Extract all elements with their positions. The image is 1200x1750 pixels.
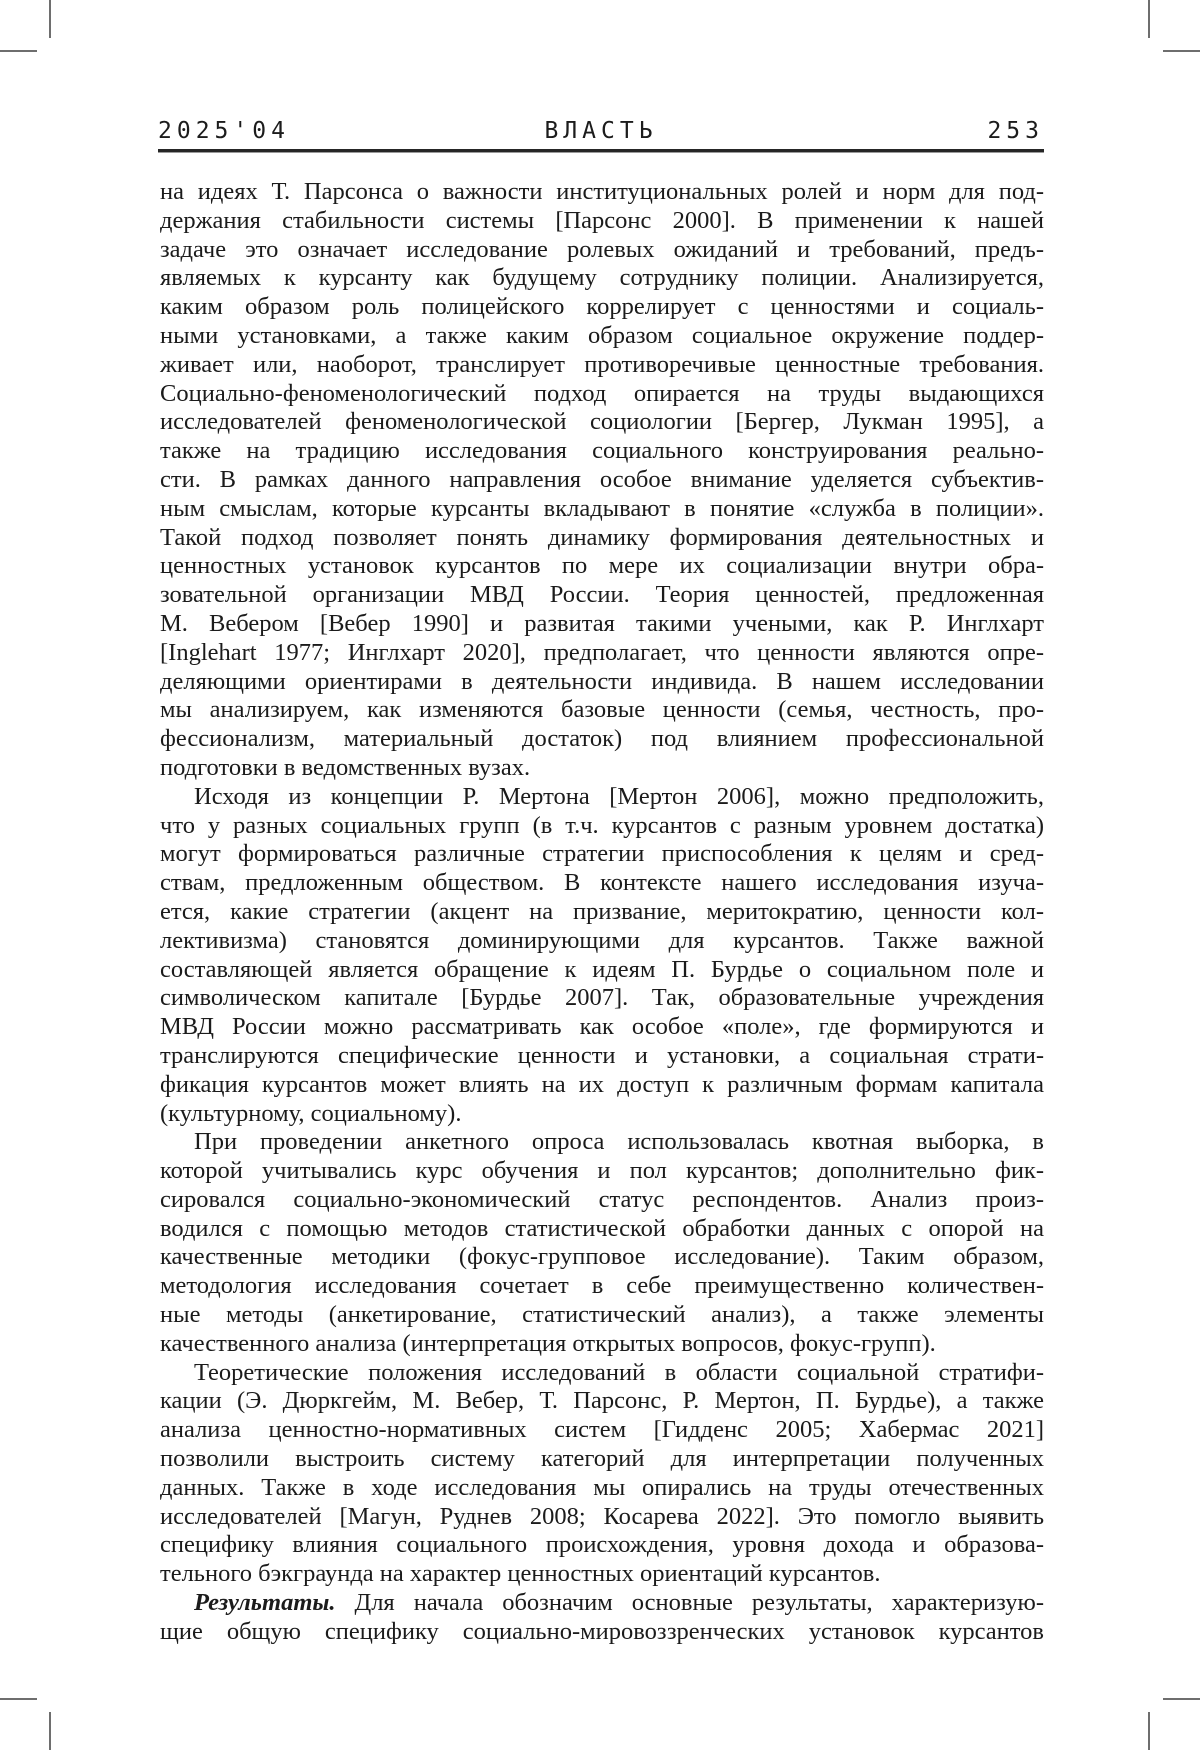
text-line: ствам, предложенным обществом. В контексте нашего исследования изуча- [160,869,1044,897]
crop-mark-top-left-vertical [49,0,51,38]
text-line: М. Вебером [Вебер 1990] и развитая такими учеными, как Р. Инглхарт [160,609,1044,637]
text-line: держания стабильности системы [Парсонс 2000]. В применении к нашей [160,206,1044,234]
results-lead: Результаты. [194,1589,336,1617]
journal-title: ВЛАСТЬ [544,118,658,144]
text-line: анализа ценностно-нормативных систем [Гидденс 2005; Хабермас 2021] [160,1416,1044,1444]
text-line: ется, какие стратегии (акцент на призвание, меритократию, ценности кол- [160,897,1044,925]
text-line: что у разных социальных групп (в т.ч. курсантов с разным уровнем достатка) [160,811,1044,839]
crop-mark-bottom-right-horizontal [1163,1698,1200,1700]
text-line: транслируются специфические ценности и установки, а социальная страти- [160,1041,1044,1069]
text-line: которой учитывались курс обучения и пол курсантов; дополнительно фик- [160,1157,1044,1185]
crop-mark-bottom-left-vertical [49,1712,51,1750]
crop-mark-top-right-vertical [1148,0,1150,38]
text-line: Теоретические положения исследований в области социальной стратифи- [194,1358,1044,1386]
running-head [158,116,1044,144]
text-line: тельного бэкграунда на характер ценностных ориентаций курсантов. [160,1560,881,1588]
crop-mark-bottom-left-horizontal [0,1698,37,1700]
text-line: качественного анализа (интерпретация открытых вопросов, фокус-групп). [160,1329,936,1357]
text-line: исследователей феноменологической социологии [Бергер, Лукман 1995], а [160,408,1044,436]
crop-mark-top-right-horizontal [1163,50,1200,52]
text-line: составляющей является обращение к идеям П. Бурдье о социальном поле и [160,955,1044,983]
text-line: специфику влияния социального происхождения, уровня дохода и образова- [160,1531,1044,1559]
crop-mark-top-left-horizontal [0,50,37,52]
text-line: качественные методики (фокус-групповое исследование). Таким образом, [160,1243,1044,1271]
text-line: являемых к курсанту как будущему сотруднику полиции. Анализируется, [160,264,1044,292]
text-line: также на традицию исследования социального конструирования реально- [160,437,1044,465]
text-line: символическом капитале [Бурдье 2007]. Так, образовательные учреждения [160,984,1044,1012]
text-line: лективизма) становятся доминирующими для курсантов. Также важной [160,926,1044,954]
text-line: Такой подход позволяет понять динамику формирования деятельностных и [160,523,1044,551]
text-line: исследователей [Магун, Руднев 2008; Косарева 2022]. Это помогло выявить [160,1502,1044,1530]
text-line: живает или, наоборот, транслирует противоречивые ценностные требования. [160,350,1044,378]
text-line: сти. В рамках данного направления особое внимание уделяется субъектив- [160,465,1044,493]
text-line: ценностных установок курсантов по мере их социализации внутри обра- [160,552,1044,580]
text-line: деляющими ориентирами в деятельности индивида. В нашем исследовании [160,667,1044,695]
text-line: [Inglehart 1977; Инглхарт 2020], предполагает, что ценности являются опре- [160,638,1044,666]
crop-mark-bottom-right-vertical [1148,1712,1150,1750]
text-line: ным смыслам, которые курсанты вкладывают в понятие «служба в полиции». [160,494,1044,522]
text-line: фессионализм, материальный достаток) под влиянием профессиональной [160,725,1044,753]
header-rule [158,149,1044,152]
text-line: на идеях Т. Парсонса о важности институциональных ролей и норм для под- [160,178,1044,205]
text-line: При проведении анкетного опроса использовалась квотная выборка, в [194,1128,1044,1156]
text-line: методология исследования сочетает в себе преимущественно количествен- [160,1272,1044,1300]
text-line: зовательной организации МВД России. Теория ценностей, предложенная [160,581,1044,609]
text-line: ными установками, а также каким образом социальное окружение поддер- [160,321,1044,349]
text-line: сировался социально-экономический статус респондентов. Анализ произ- [160,1185,1044,1213]
text-line: подготовки в ведомственных вузах. [160,753,531,781]
text-line: мы анализируем, как изменяются базовые ценности (семья, честность, про- [160,696,1044,724]
text-line: каким образом роль полицейского коррелирует с ценностями и социаль- [160,293,1044,321]
text-line: данных. Также в ходе исследования мы опирались на труды отечественных [160,1473,1044,1501]
text-line: Исходя из концепции Р. Мертона [Мертон 2006], можно предположить, [194,782,1044,810]
text-line: водился с помощью методов статистической обработки данных с опорой на [160,1214,1044,1242]
issue-label: 2025'04 [158,118,290,144]
text-line: щие общую специфику социально-мировоззренческих установок курсантов [160,1617,1044,1645]
text-line: ные методы (анкетирование, статистический анализ), а также элементы [160,1301,1044,1329]
text-line: (культурному, социальному). [160,1099,462,1127]
text-line: кации (Э. Дюркгейм, М. Вебер, Т. Парсонс, Р. Мертон, П. Бурдье), а также [160,1387,1044,1415]
text-line: могут формироваться различные стратегии приспособления к целям и сред- [160,840,1044,868]
page-number: 253 [987,118,1044,144]
text-line: задаче это означает исследование ролевых ожиданий и требований, предъ- [160,235,1044,263]
text-line: фикация курсантов может влиять на их доступ к различным формам капитала [160,1070,1044,1098]
text-line: Социально-феноменологический подход опирается на труды выдающихся [160,379,1044,407]
text-line: Результаты. Для начала обозначим основные результаты, характеризую- [194,1589,1044,1617]
text-line: МВД России можно рассматривать как особое «поле», где формируются и [160,1013,1044,1041]
article-body [160,178,1044,1647]
text-line: позволили выстроить систему категорий для интерпретации полученных [160,1445,1044,1473]
